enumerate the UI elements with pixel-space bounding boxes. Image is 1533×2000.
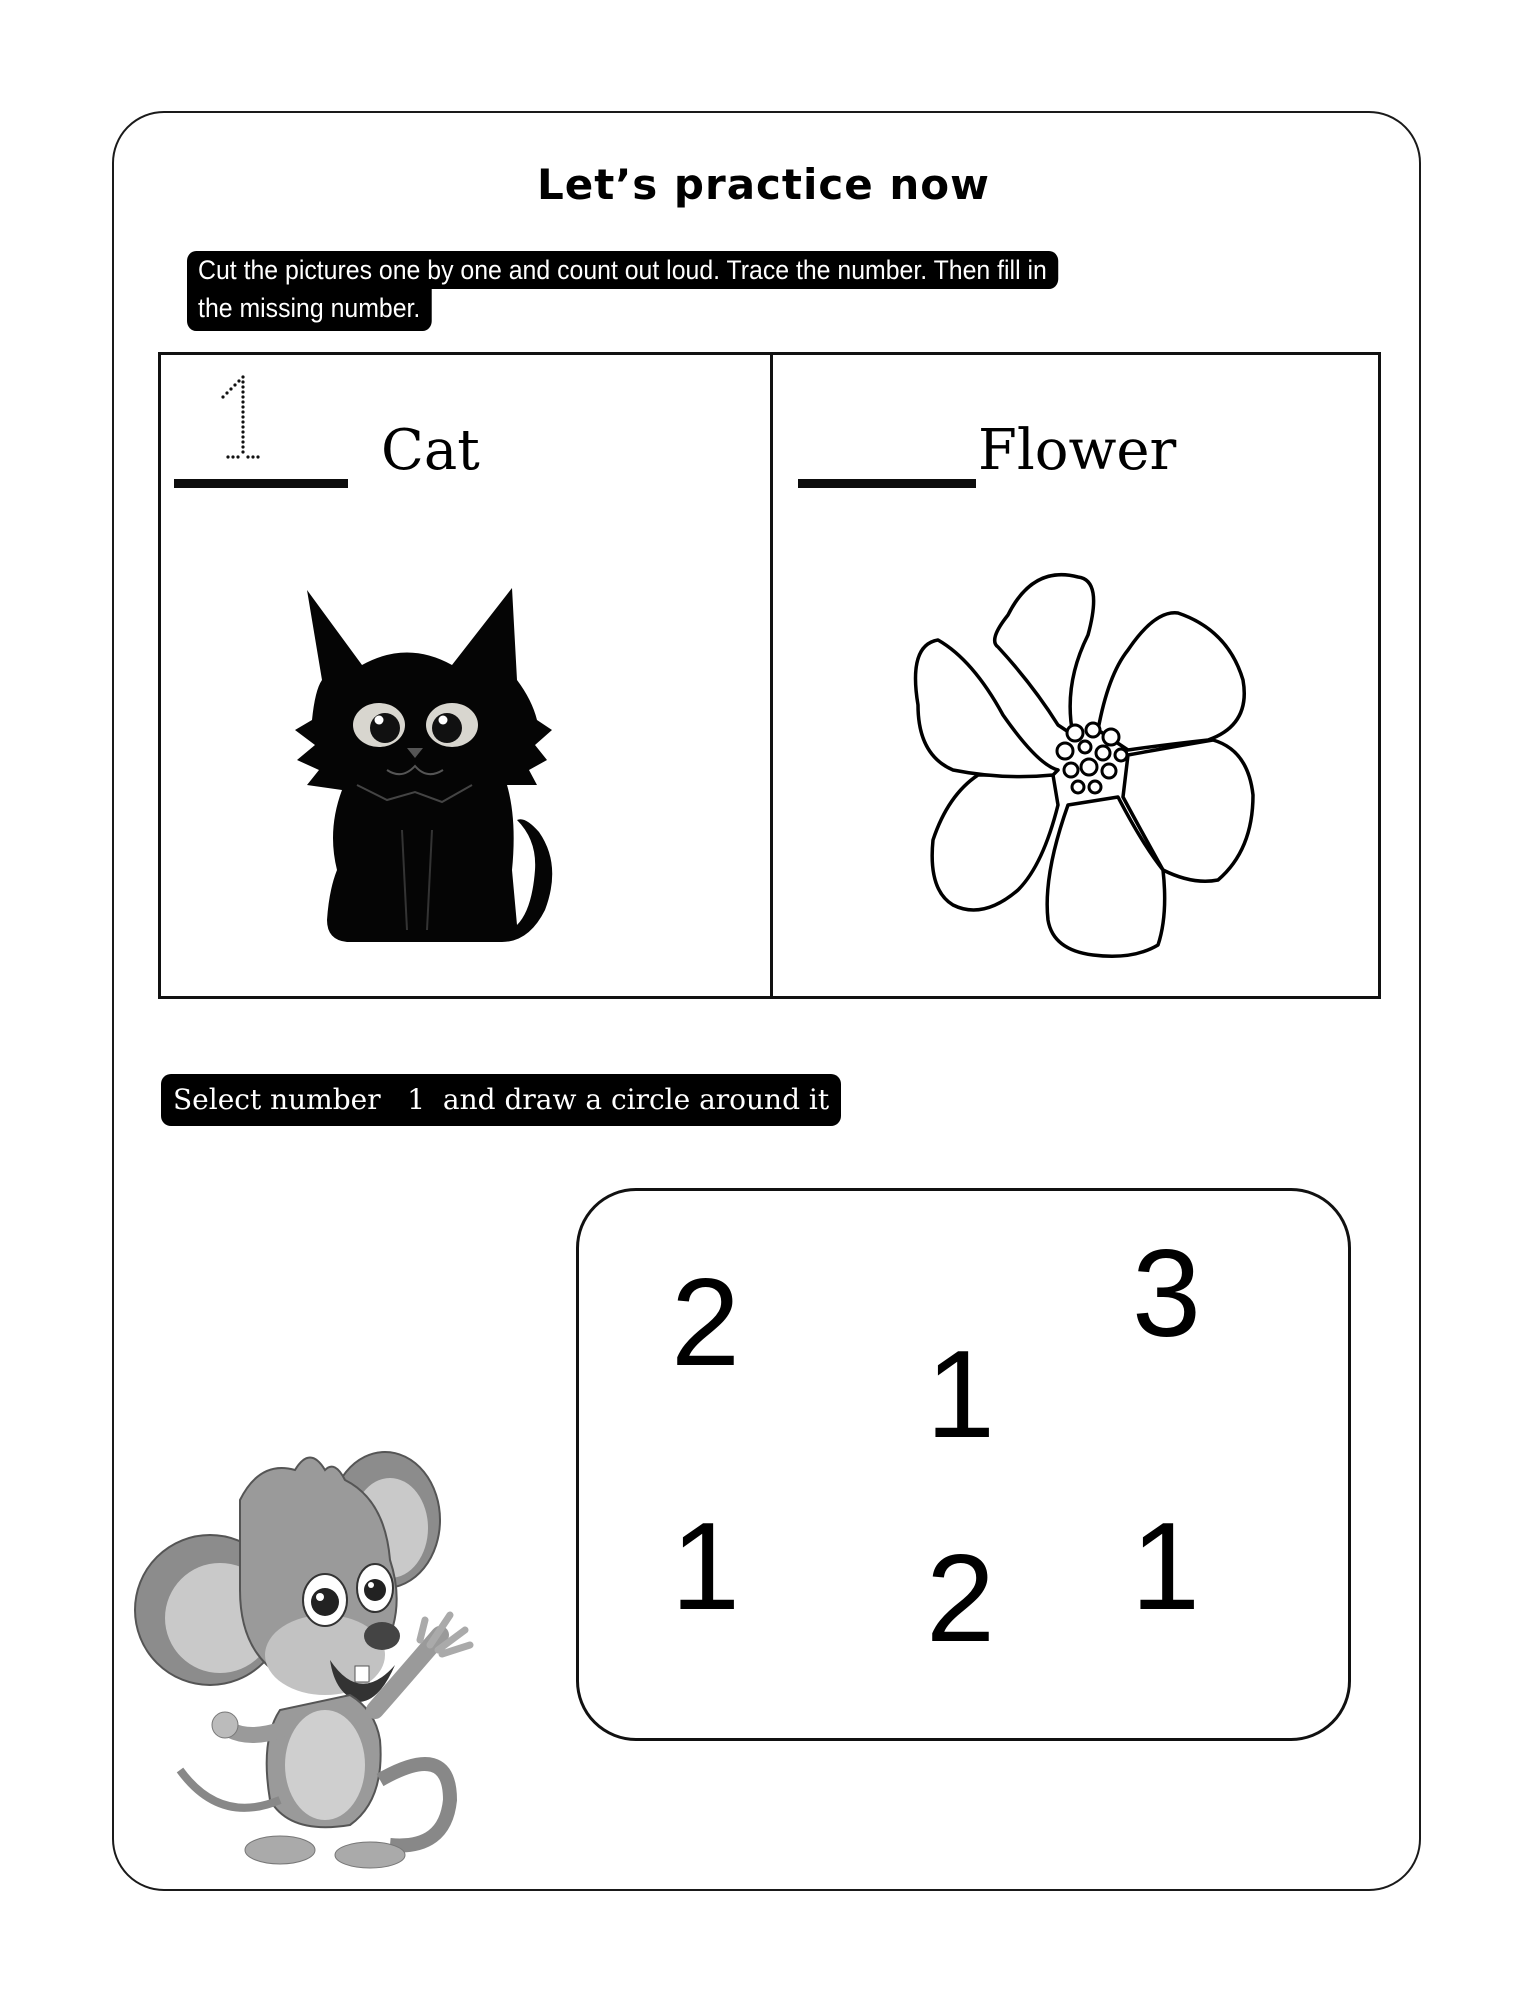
number-option-bottom-center[interactable]: 2 [926,1530,995,1668]
card-flower [773,355,1378,996]
page-title [0,160,1533,209]
number-selection-box [576,1188,1351,1741]
traced-number-one-icon [201,371,281,471]
instruction-banner-2: Select number 1 and draw a circle around it [161,1074,841,1126]
number-option-bottom-right[interactable]: 1 [1131,1498,1200,1636]
instruction-line-2: the missing number. [187,289,431,331]
cat-illustration-icon[interactable] [267,570,567,970]
card-label-flower: Flower [978,418,1177,483]
page-title-text: Let’s practice now [537,160,990,209]
counting-cards-grid [158,352,1381,999]
number-option-top-left[interactable]: 2 [671,1254,740,1392]
card-cat [161,355,773,996]
number-option-center[interactable]: 1 [926,1326,995,1464]
instruction-line-1: Cut the pictures one by one and count out loud. Trace the number. Then fill in [187,251,1058,289]
card-label-cat: Cat [381,418,480,483]
number-option-bottom-left[interactable]: 1 [671,1498,740,1636]
answer-blank-flower[interactable] [798,479,976,488]
instruction-banner-1 [187,251,1247,331]
number-option-top-right[interactable]: 3 [1132,1225,1201,1363]
answer-blank-cat[interactable] [174,479,348,488]
mouse-mascot-icon [120,1440,520,1880]
flower-illustration-icon[interactable] [893,565,1273,965]
